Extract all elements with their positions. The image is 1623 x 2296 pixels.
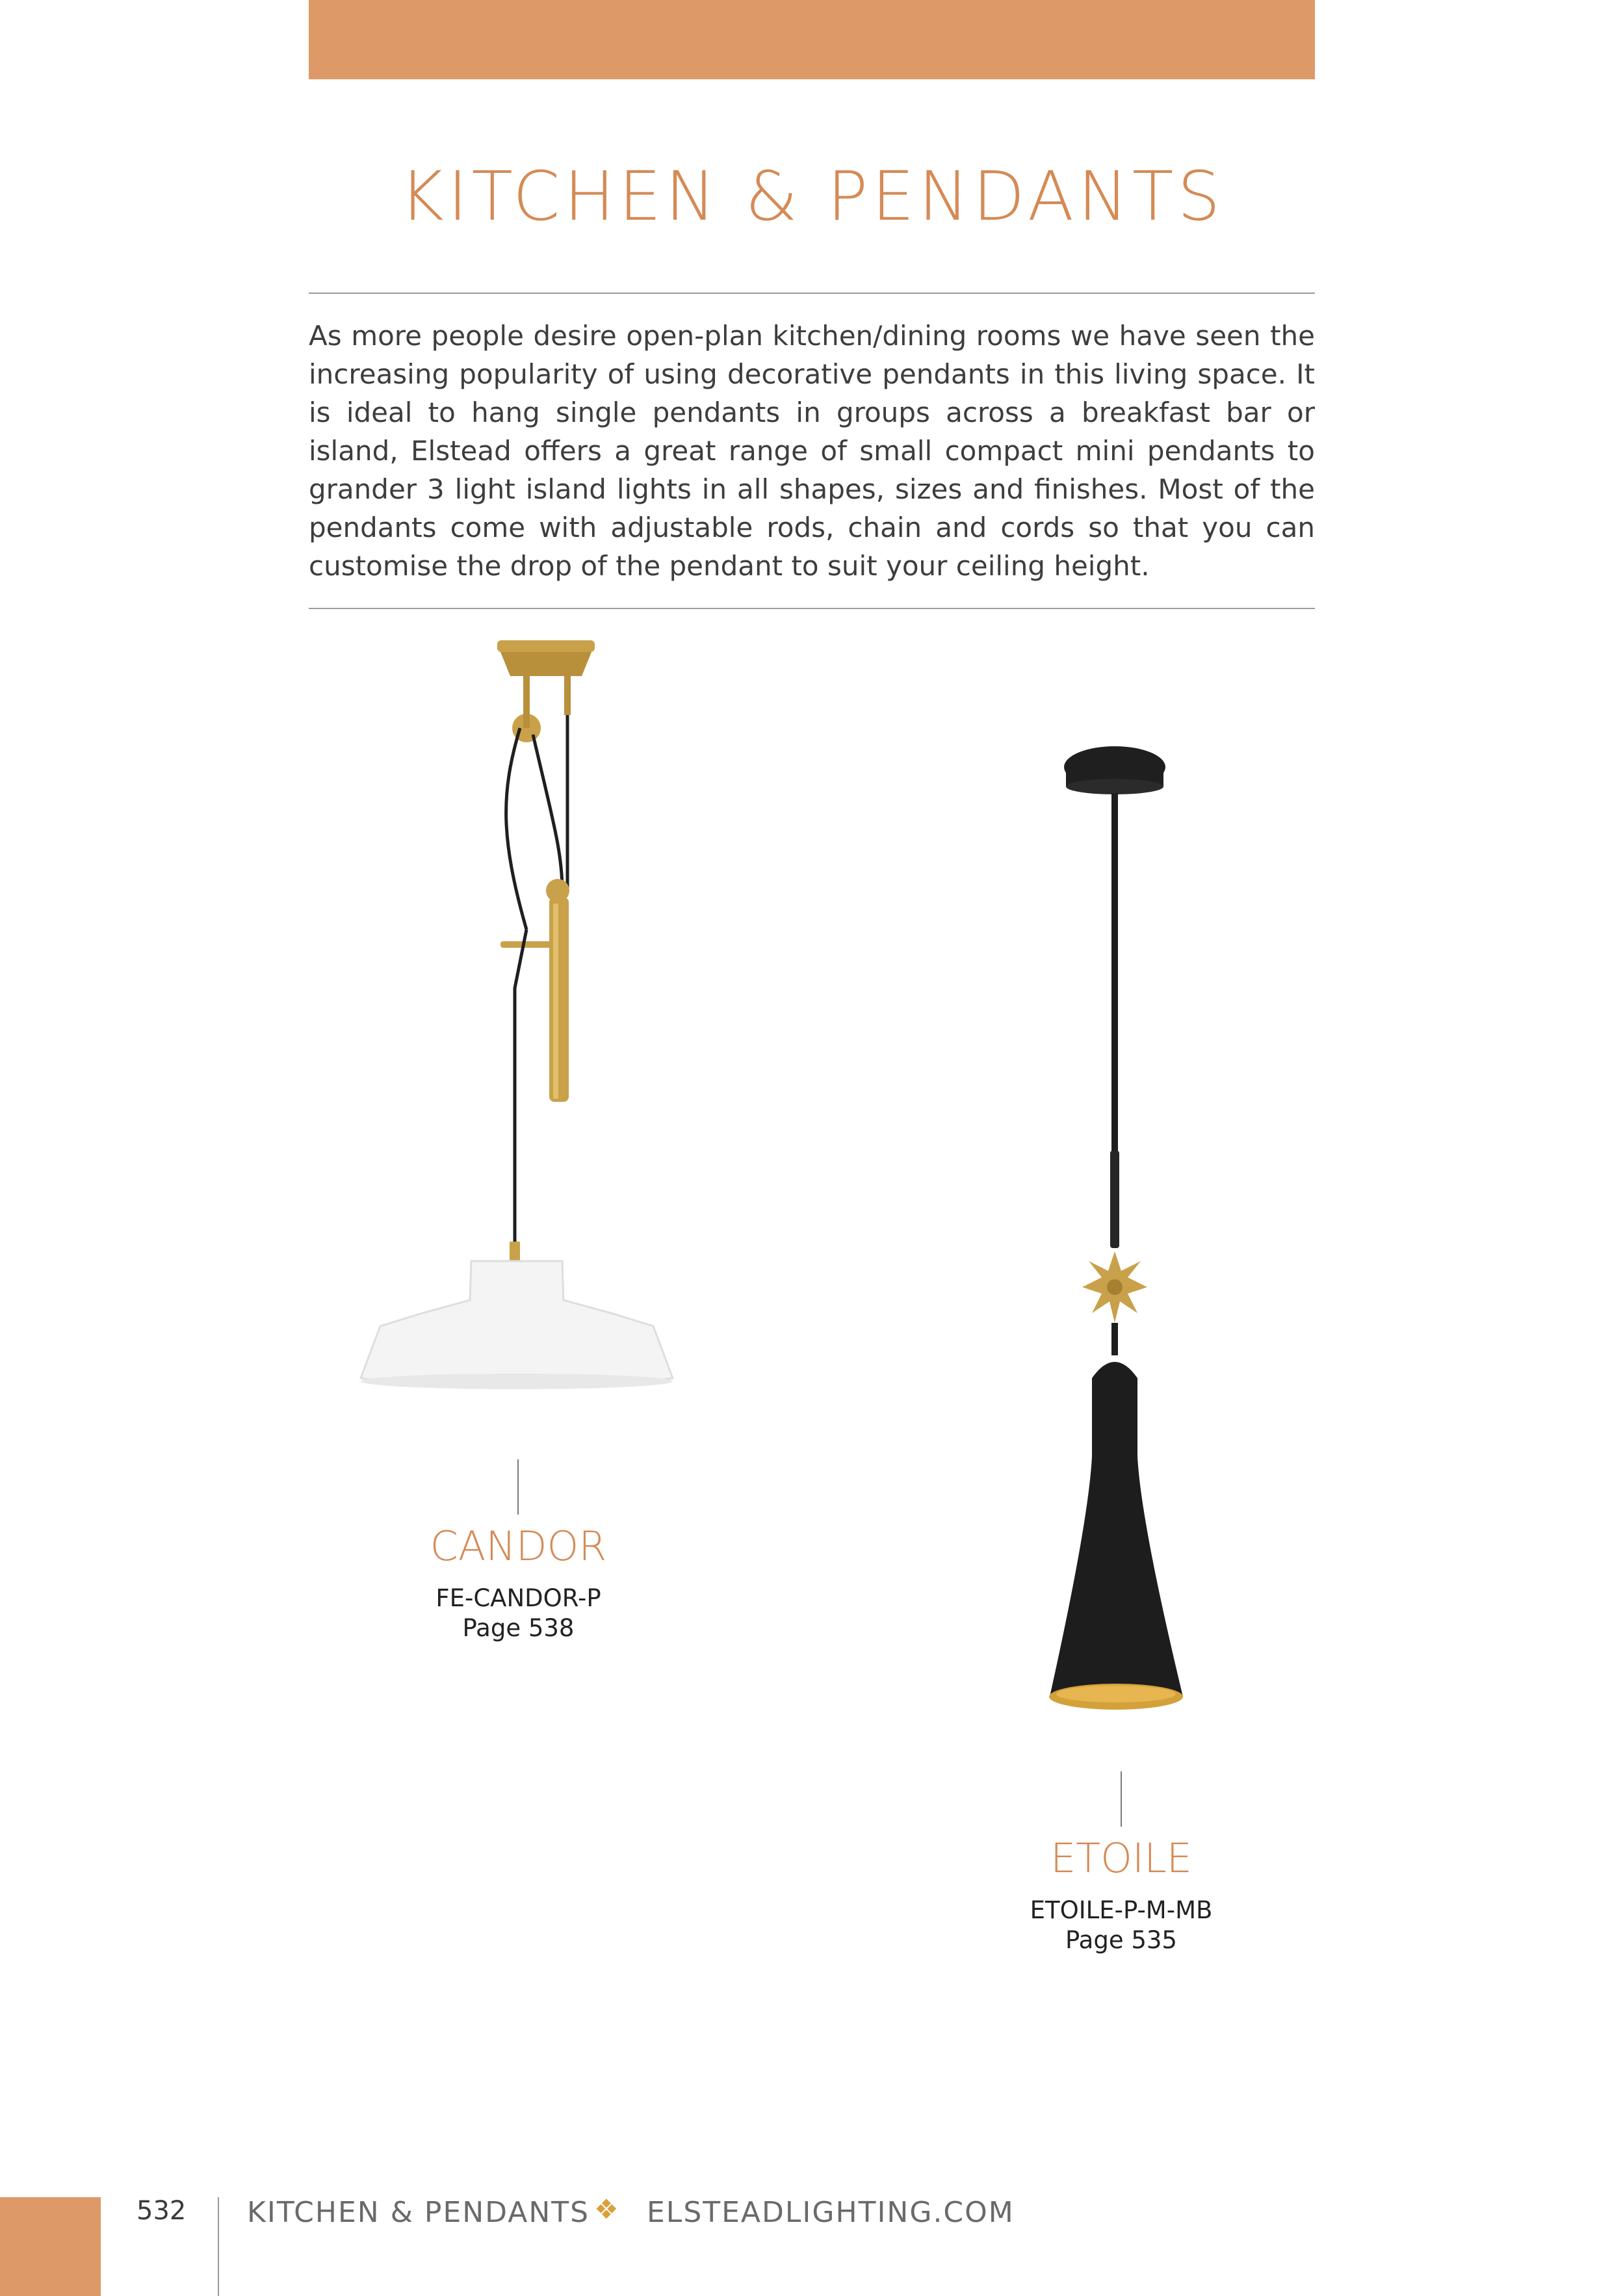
footer-separator-icon: ❖ <box>594 2193 619 2225</box>
divider-bottom <box>309 608 1315 609</box>
candor-pendant-image <box>305 624 721 1463</box>
etoile-code: ETOILE-P-M-MB <box>1030 1896 1213 1924</box>
page-number: 532 <box>136 2196 187 2226</box>
etoile-callout-line <box>1121 1771 1122 1827</box>
candor-name: CANDOR <box>430 1522 607 1570</box>
footer-section-label: KITCHEN & PENDANTS <box>247 2196 590 2229</box>
etoile-name: ETOILE <box>1050 1834 1192 1882</box>
page-title: KITCHEN & PENDANTS <box>399 157 1225 236</box>
intro-paragraph: As more people desire open-plan kitchen/dining rooms we have seen the increasing popularity of using decorative pendants in this living space. It is ideal to hang single pendants in groups across a breakfast bar or island, Elstead offers a great range of small compact mini pendants to grander 3 light island lights in all shapes, sizes and finishes. Most of the pendants come with adjustable rods, chain and cords so that you can customise the drop of the pendant to suit your ceiling height. <box>309 320 1315 582</box>
divider-top <box>309 293 1315 294</box>
etoile-pendant-image <box>1014 741 1248 1742</box>
header-accent-bar <box>309 0 1315 79</box>
footer-accent-block <box>0 2197 101 2296</box>
etoile-page-ref: Page 535 <box>1065 1926 1177 1954</box>
candor-code: FE-CANDOR-P <box>435 1584 601 1612</box>
footer-divider <box>218 2197 219 2296</box>
footer-website-link[interactable]: ELSTEADLIGHTING.COM <box>647 2196 1015 2229</box>
candor-callout-line <box>517 1459 519 1515</box>
candor-page-ref: Page 538 <box>462 1614 575 1642</box>
